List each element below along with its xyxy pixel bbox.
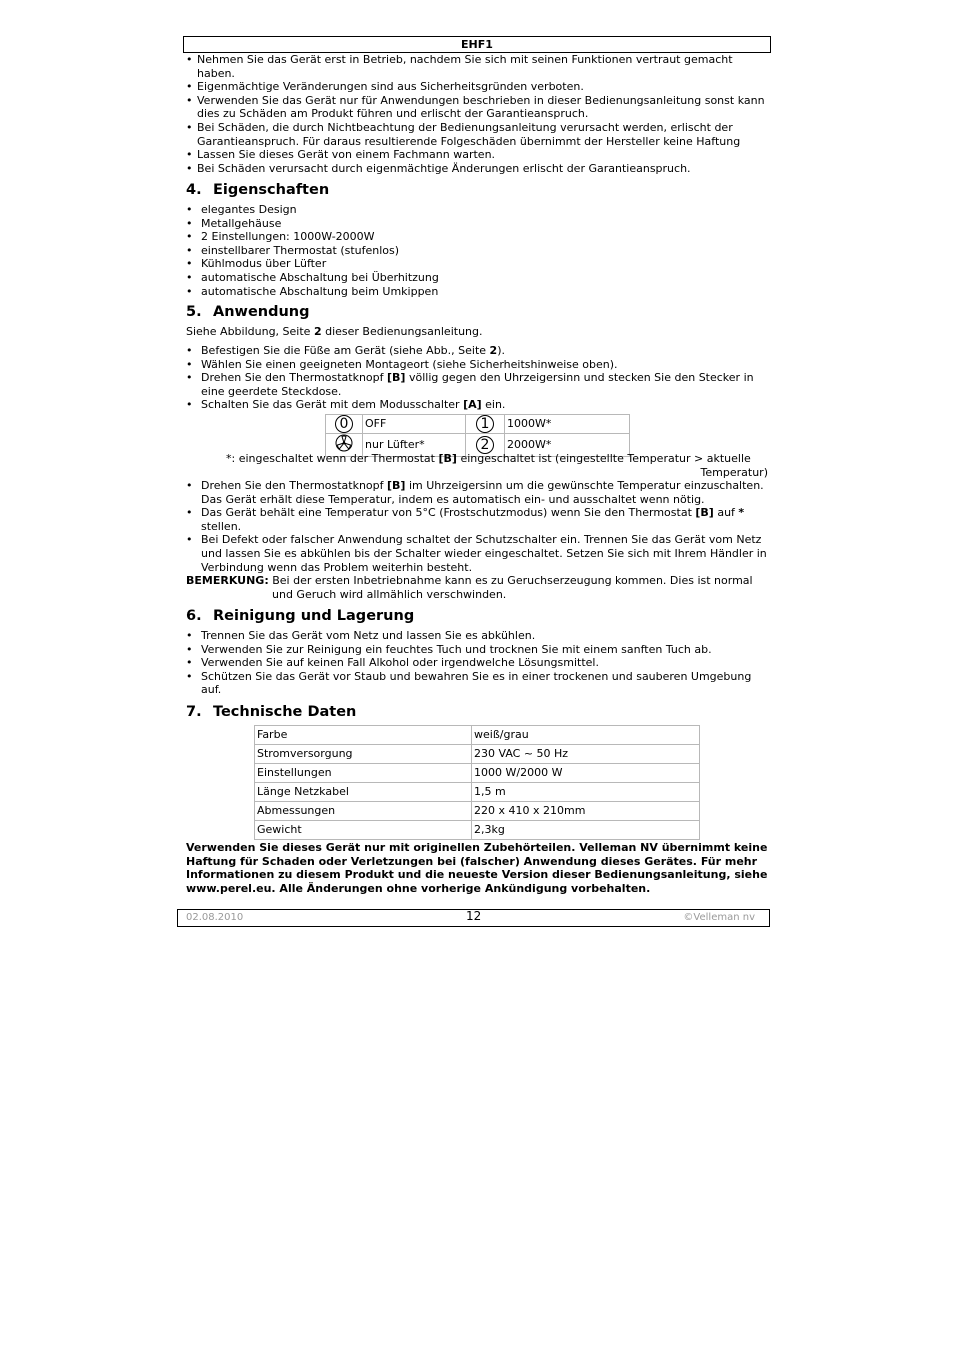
fan-icon bbox=[335, 434, 353, 452]
list-item: • elegantes Design bbox=[186, 203, 770, 217]
disclaimer-block bbox=[186, 841, 770, 895]
text-run: 2 bbox=[313, 325, 322, 338]
list-item: • Nehmen Sie das Gerät erst in Betrieb, nachdem Sie sich mit seinen Funktionen vertraut gemacht haben. bbox=[186, 53, 770, 80]
section-anwendung bbox=[186, 303, 770, 321]
remark-text: Bei der ersten Inbetriebnahme kann es zu Geruchserzeugung kommen. Dies ist normal bbox=[268, 574, 753, 588]
remark: und Geruch wird allmählich verschwinden. bbox=[272, 587, 507, 601]
footnote-line: Temperatur) bbox=[700, 465, 768, 479]
mode-table bbox=[325, 414, 630, 457]
intro-text bbox=[186, 325, 770, 339]
table-row bbox=[255, 764, 700, 783]
text-run: dieser Bedienungsanleitung. bbox=[321, 325, 483, 338]
spec-label: Farbe bbox=[255, 726, 472, 745]
section-title: Reinigung und Lagerung bbox=[213, 608, 415, 624]
list-item: • einstellbarer Thermostat (stufenlos) bbox=[186, 244, 770, 258]
disclaimer-text: Verwenden Sie dieses Gerät nur mit originellen Zubehörteilen. Velleman NV übernimmt keine Haftung für Schaden oder Verletzungen bei (falscher) Anwendung dieses Gerätes. Für mehr Informationen zu diesem Produkt und die neueste Version dieser Bedienungsanleitung, siehe www.perel.eu. Alle Änderungen ohne vorherige Ankündigung vorbehalten. bbox=[186, 841, 768, 895]
list-item bbox=[186, 371, 770, 398]
text-run: Befestigen Sie die Füße am Gerät (siehe Abb., Seite bbox=[201, 344, 490, 357]
cleaning-list bbox=[186, 629, 770, 697]
text-run: eingeschaltet ist (eingestellte Temperatur > aktuelle bbox=[456, 452, 751, 465]
spec-label: Einstellungen bbox=[255, 764, 472, 783]
list-item: • Kühlmodus über Lüfter bbox=[186, 257, 770, 271]
list-item: • Verwenden Sie zur Reinigung ein feuchtes Tuch und trocknen Sie mit einem sanften Tuch ab. bbox=[186, 643, 770, 657]
spec-label: Abmessungen bbox=[255, 802, 472, 821]
table-row bbox=[255, 802, 700, 821]
section-eigenschaften bbox=[186, 181, 770, 199]
section-title: Eigenschaften bbox=[213, 182, 330, 198]
section-heading bbox=[186, 303, 770, 321]
text-run: ). bbox=[497, 344, 505, 357]
text-run: [B] bbox=[387, 371, 406, 385]
anwendung-intro bbox=[186, 325, 770, 339]
list-item: • automatische Abschaltung beim Umkippen bbox=[186, 285, 770, 299]
text-run: [B] bbox=[438, 452, 457, 465]
header-model: EHF1 bbox=[183, 36, 771, 53]
section-reinigung bbox=[186, 607, 770, 625]
table-row bbox=[255, 783, 700, 802]
text-run: Drehen Sie den Thermostatknopf bbox=[201, 479, 388, 492]
table-row bbox=[255, 745, 700, 764]
section-heading bbox=[186, 607, 770, 625]
section-number: 5. bbox=[186, 304, 202, 320]
table-row bbox=[255, 726, 700, 745]
table-row bbox=[255, 821, 700, 840]
steps-list bbox=[186, 344, 770, 412]
spec-value: weiß/grau bbox=[472, 726, 700, 745]
remark bbox=[186, 574, 770, 588]
mode-label-cell: 1000W* bbox=[505, 415, 630, 434]
section-number: 7. bbox=[186, 704, 202, 720]
anwendung-steps-1 bbox=[186, 344, 770, 412]
list-item bbox=[186, 506, 770, 533]
text-run: *: eingeschaltet wenn der Thermostat bbox=[226, 452, 439, 465]
remark-label: BEMERKUNG: bbox=[186, 574, 269, 588]
text-run: * bbox=[738, 506, 745, 520]
list-item: • 2 Einstellungen: 1000W-2000W bbox=[186, 230, 770, 244]
cleaning-list-block bbox=[186, 629, 770, 697]
features-list-block bbox=[186, 203, 770, 298]
spec-label: Länge Netzkabel bbox=[255, 783, 472, 802]
text-run: Das Gerät behält eine Temperatur von 5°C (Frostschutzmodus) wenn Sie den Thermostat bbox=[201, 506, 696, 520]
list-item bbox=[186, 398, 770, 412]
list-item: • Verwenden Sie auf keinen Fall Alkohol oder irgendwelche Lösungsmittel. bbox=[186, 656, 770, 670]
spec-label: Stromversorgung bbox=[255, 745, 472, 764]
tech-specs-table bbox=[254, 725, 700, 840]
text-run: völlig gegen den Uhrzeigersinn und stecken Sie den Stecker in eine geerdete Steckdose. bbox=[201, 371, 754, 398]
text-run: ein. bbox=[481, 398, 506, 412]
mode-2-icon: 2 bbox=[476, 436, 494, 454]
list-item: • Lassen Sie dieses Gerät von einem Fachmann warten. bbox=[186, 148, 770, 162]
anwendung-steps-2 bbox=[186, 479, 770, 601]
text-run: [A] bbox=[463, 398, 482, 412]
list-item: • Wählen Sie einen geeigneten Montageort (siehe Sicherheitshinweise oben). bbox=[186, 358, 770, 372]
text-run: Drehen Sie den Thermostatknopf bbox=[201, 371, 388, 385]
section-title: Anwendung bbox=[213, 304, 310, 320]
spec-value: 1,5 m bbox=[472, 783, 700, 802]
mode-1-icon: 1 bbox=[476, 415, 494, 433]
section-technische-daten bbox=[186, 703, 770, 721]
list-item: • Bei Schäden verursacht durch eigenmächtige Änderungen erlischt der Garantieanspruch. bbox=[186, 162, 770, 176]
list-item bbox=[186, 479, 770, 506]
text-run: 2 bbox=[489, 344, 498, 357]
list-item: • Bei Defekt oder falscher Anwendung schaltet der Schutzschalter ein. Trennen Sie das Gerät vom Netz und lassen Sie es abkühlen bis der Schalter wieder eingeschaltet. Setzen Sie sich mit Ihrem Händler in Verbindung wenn das Problem weiterhin besteht. bbox=[186, 533, 770, 574]
section-heading bbox=[186, 181, 770, 199]
footnote-line bbox=[226, 452, 768, 466]
mode-symbol-cell bbox=[326, 415, 363, 434]
steps-list bbox=[186, 479, 770, 574]
text-run: auf bbox=[713, 506, 739, 520]
mode-label-cell: 2000W* bbox=[505, 434, 630, 457]
mode-footnote bbox=[226, 452, 768, 479]
list-item: • Schützen Sie das Gerät vor Staub und bewahren Sie es in einer trockenen und sauberen Umgebung auf. bbox=[186, 670, 770, 697]
text-run: im Uhrzeigersinn um die gewünschte Temperatur einzuschalten. Das Gerät erhält diese Temperatur, indem es automatisch ein- und ausschaltet wenn nötig. bbox=[201, 479, 764, 506]
section-number: 6. bbox=[186, 608, 202, 624]
spec-value: 2,3kg bbox=[472, 821, 700, 840]
page-footer bbox=[177, 909, 770, 927]
list-item: • Eigenmächtige Veränderungen sind aus Sicherheitsgründen verboten. bbox=[186, 80, 770, 94]
list-item: • Trennen Sie das Gerät vom Netz und lassen Sie es abkühlen. bbox=[186, 629, 770, 643]
text-run: stellen. bbox=[201, 519, 242, 533]
list-item: • automatische Abschaltung bei Überhitzung bbox=[186, 271, 770, 285]
text-run: [B] bbox=[387, 479, 406, 492]
list-item bbox=[186, 344, 770, 358]
spec-value: 220 x 410 x 210mm bbox=[472, 802, 700, 821]
mode-0-icon: 0 bbox=[335, 415, 353, 433]
section-heading bbox=[186, 703, 770, 721]
safety-list bbox=[186, 53, 770, 175]
footer-copyright: ©Velleman nv bbox=[683, 912, 755, 923]
list-item: • Bei Schäden, die durch Nichtbeachtung der Bedienungsanleitung verursacht werden, erlischt der Garantieanspruch. Für daraus resultierende Folgeschäden übernimmt der Hersteller keine Haftung bbox=[186, 121, 770, 148]
table-row bbox=[326, 415, 630, 434]
list-item: • Metallgehäuse bbox=[186, 217, 770, 231]
mode-label-cell: nur Lüfter* bbox=[363, 434, 466, 457]
features-list bbox=[186, 203, 770, 298]
spec-value: 230 VAC ~ 50 Hz bbox=[472, 745, 700, 764]
text-run: Siehe Abbildung, Seite bbox=[186, 325, 314, 338]
page-number: 12 bbox=[466, 909, 482, 923]
section-title: Technische Daten bbox=[213, 704, 357, 720]
text-run: [B] bbox=[695, 506, 714, 520]
safety-list-block bbox=[186, 53, 770, 175]
spec-value: 1000 W/2000 W bbox=[472, 764, 700, 783]
text-run: Schalten Sie das Gerät mit dem Modusschalter bbox=[201, 398, 464, 412]
section-number: 4. bbox=[186, 182, 202, 198]
list-item: • Verwenden Sie das Gerät nur für Anwendungen beschrieben in dieser Bedienungsanleitung sonst kann dies zu Schäden am Produkt führen und erlischt der Garantieanspruch. bbox=[186, 94, 770, 121]
footer-date: 02.08.2010 bbox=[186, 912, 244, 923]
mode-symbol-cell bbox=[466, 415, 505, 434]
spec-label: Gewicht bbox=[255, 821, 472, 840]
mode-label-cell: OFF bbox=[363, 415, 466, 434]
